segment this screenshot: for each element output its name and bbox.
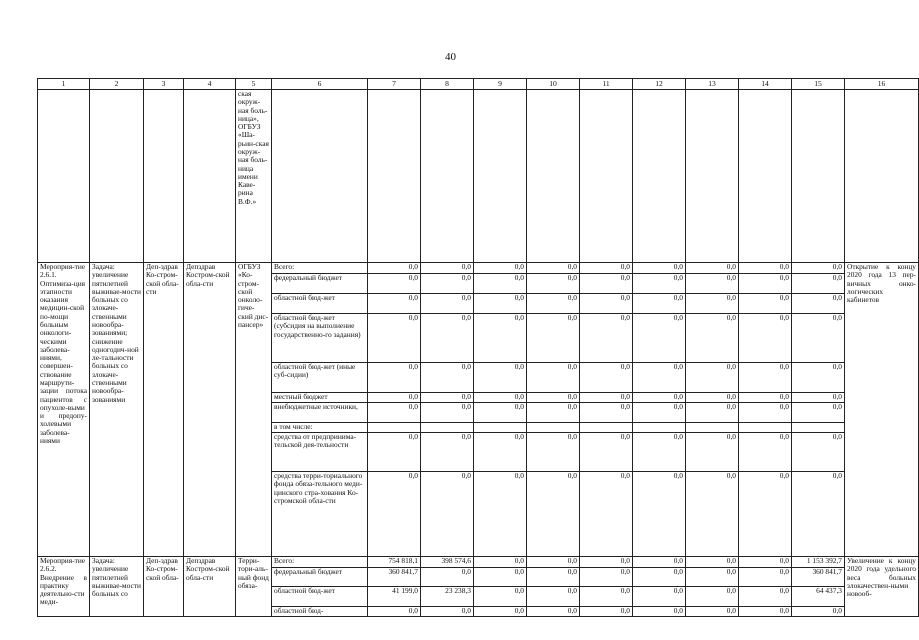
funding-source: средства терри-ториального фонда обяза-тельного меди-цинского стра-хования Ко-стромской обла-сти [272, 472, 368, 557]
funding-value: 0,0 [474, 433, 527, 472]
funding-value: 0,0 [792, 393, 845, 403]
funding-value: 0,0 [527, 472, 580, 557]
funding-value: 0,0 [686, 393, 739, 403]
funding-value: 0,0 [633, 403, 686, 423]
funding-value: 754 818,1 [368, 557, 421, 568]
funding-value: 0,0 [580, 403, 633, 423]
funding-value [527, 423, 580, 433]
funding-source: федеральный бюджет [272, 274, 368, 294]
funding-value: 0,0 [633, 607, 686, 617]
funding-value: 0,0 [580, 393, 633, 403]
funding-value: 0,0 [739, 607, 792, 617]
task-cell: Задача: увеличение пятилетней выживае-мости больных со злокаче-ственными новообра-зованиями; снижение одногодич-ной ле-тальности больных со злокаче-ственными новообра-зованиями [90, 263, 144, 557]
funding-value: 0,0 [368, 294, 421, 314]
funding-value: 0,0 [368, 274, 421, 294]
funding-value [421, 423, 474, 433]
funding-value: 1 153 392,7 [792, 557, 845, 568]
funding-value: 0,0 [368, 433, 421, 472]
task-cell: Задача: увеличение пятилетней выживае-мости больных со [90, 557, 144, 617]
funding-value: 0,0 [633, 314, 686, 363]
funding-value: 0,0 [527, 403, 580, 423]
header-cell-7: 7 [368, 79, 421, 90]
funding-value: 0,0 [474, 557, 527, 568]
funding-value: 0,0 [474, 294, 527, 314]
funding-value: 0,0 [633, 274, 686, 294]
header-cell-15: 15 [792, 79, 845, 90]
expected-result-cell: Открытие к концу 2020 года 13 пер-вичных онко-логических кабинетов [845, 263, 919, 557]
funding-value: 0,0 [580, 274, 633, 294]
funding-value: 0,0 [474, 274, 527, 294]
header-cell-16: 16 [845, 79, 919, 90]
budget-table [37, 78, 919, 617]
funding-value: 0,0 [421, 568, 474, 587]
funding-row [38, 263, 919, 274]
executor-cell: Деп-здрав Ко-стром-ской обла- [144, 557, 184, 617]
funding-value: 0,0 [686, 403, 739, 423]
header-cell-6: 6 [272, 79, 368, 90]
funding-value: 0,0 [580, 433, 633, 472]
funding-source: областной бюд-жет (иные суб-сидии) [272, 363, 368, 393]
funding-value: 0,0 [686, 363, 739, 393]
header-cell-14: 14 [739, 79, 792, 90]
carry-over-row [38, 90, 919, 263]
funding-value: 0,0 [686, 314, 739, 363]
funding-value [739, 423, 792, 433]
funding-value: 41 199,0 [368, 587, 421, 607]
funding-source: областной бюд- [272, 607, 368, 617]
funding-value: 0,0 [633, 557, 686, 568]
funding-value: 0,0 [527, 274, 580, 294]
funding-source: местный бюджет [272, 393, 368, 403]
funding-value: 0,0 [368, 607, 421, 617]
funding-value: 0,0 [421, 274, 474, 294]
funding-value: 0,0 [633, 433, 686, 472]
funding-value: 0,0 [421, 294, 474, 314]
funding-value: 0,0 [368, 263, 421, 274]
coexecutor-cell: Депздрав Костром-ской обла-сти [184, 557, 236, 617]
funding-value: 0,0 [739, 433, 792, 472]
funding-value: 0,0 [474, 263, 527, 274]
funding-value: 0,0 [527, 314, 580, 363]
funding-value: 0,0 [633, 363, 686, 393]
funding-value: 0,0 [527, 433, 580, 472]
funding-value: 0,0 [739, 557, 792, 568]
funding-value: 0,0 [792, 472, 845, 557]
funding-value: 0,0 [474, 363, 527, 393]
header-cell-5: 5 [236, 79, 272, 90]
funding-value: 0,0 [686, 568, 739, 587]
funding-value: 0,0 [527, 363, 580, 393]
funding-value: 0,0 [633, 294, 686, 314]
header-cell-1: 1 [38, 79, 90, 90]
funding-source: федеральный бюджет [272, 568, 368, 587]
funding-value: 0,0 [739, 403, 792, 423]
funding-value: 0,0 [792, 363, 845, 393]
funding-value [792, 423, 845, 433]
funding-value: 64 437,3 [792, 587, 845, 607]
funding-value: 0,0 [792, 294, 845, 314]
measure-cell: Мероприя-тие 2.6.2. Внедрение в практику деятельно-сти меди- [38, 557, 90, 617]
funding-value: 0,0 [580, 557, 633, 568]
funding-value: 0,0 [527, 607, 580, 617]
funding-value: 0,0 [474, 472, 527, 557]
funding-value: 0,0 [633, 472, 686, 557]
measure-cell: Мероприя-тие 2.6.1. Оптимиза-ция этапности оказания медицин-ской по-мощи больным онкологи-ческими заболева-ниями, совершен-ствование маршрути-зации потока пациентов с опухоле-выми и предопу-холевыми заболева-ниями [38, 263, 90, 557]
funding-value: 0,0 [421, 314, 474, 363]
header-cell-9: 9 [474, 79, 527, 90]
header-cell-8: 8 [421, 79, 474, 90]
funding-value: 0,0 [686, 263, 739, 274]
funding-value: 0,0 [527, 393, 580, 403]
funding-value [474, 423, 527, 433]
funding-value: 0,0 [527, 587, 580, 607]
funding-value: 0,0 [368, 393, 421, 403]
funding-value: 0,0 [527, 294, 580, 314]
funding-source: областной бюд-жет [272, 294, 368, 314]
funding-value: 0,0 [686, 587, 739, 607]
funding-value: 0,0 [633, 587, 686, 607]
funding-value: 0,0 [421, 363, 474, 393]
funding-value: 0,0 [739, 263, 792, 274]
funding-value: 0,0 [686, 294, 739, 314]
funding-value: 0,0 [686, 472, 739, 557]
funding-value: 360 841,7 [368, 568, 421, 587]
funding-source: средства от предпринима-тельской дея-тельности [272, 433, 368, 472]
funding-value: 0,0 [421, 403, 474, 423]
funding-value: 0,0 [686, 607, 739, 617]
funding-value [686, 423, 739, 433]
funding-value: 0,0 [368, 472, 421, 557]
funding-value: 0,0 [633, 263, 686, 274]
funding-value: 0,0 [580, 314, 633, 363]
funding-value: 0,0 [792, 403, 845, 423]
executor-cell: Деп-здрав Ко-стром-ской обла-сти [144, 263, 184, 557]
funding-source: областной бюд-жет [272, 587, 368, 607]
funding-value: 0,0 [421, 433, 474, 472]
funding-value: 0,0 [739, 587, 792, 607]
funding-source: Всего: [272, 557, 368, 568]
funding-value: 0,0 [368, 314, 421, 363]
institution-cell: ОГБУЗ «Ко-стром-ской онколо-гиче-ский дис-пансер» [236, 263, 272, 557]
funding-value: 0,0 [580, 263, 633, 274]
coexecutor-cell: Депздрав Костром-ской обла-сти [184, 263, 236, 557]
funding-row [38, 557, 919, 568]
funding-value: 0,0 [474, 607, 527, 617]
funding-value: 23 238,3 [421, 587, 474, 607]
funding-value: 0,0 [527, 568, 580, 587]
header-cell-13: 13 [686, 79, 739, 90]
funding-value: 0,0 [739, 568, 792, 587]
funding-value: 0,0 [580, 294, 633, 314]
header-cell-11: 11 [580, 79, 633, 90]
header-cell-12: 12 [633, 79, 686, 90]
funding-value: 0,0 [580, 472, 633, 557]
funding-value: 0,0 [580, 363, 633, 393]
funding-value: 0,0 [421, 607, 474, 617]
funding-value: 0,0 [368, 363, 421, 393]
funding-value: 0,0 [739, 314, 792, 363]
funding-value: 0,0 [792, 607, 845, 617]
funding-value: 0,0 [686, 433, 739, 472]
funding-source: областной бюд-жет (субсидия на выполнение государственно-го задания) [272, 314, 368, 363]
funding-value: 0,0 [474, 393, 527, 403]
funding-value: 0,0 [580, 587, 633, 607]
funding-source: в том числе: [272, 423, 368, 433]
funding-value: 0,0 [792, 314, 845, 363]
funding-value: 0,0 [633, 568, 686, 587]
funding-value [580, 423, 633, 433]
funding-value: 0,0 [474, 568, 527, 587]
funding-value: 0,0 [792, 263, 845, 274]
funding-value: 0,0 [739, 294, 792, 314]
funding-value: 0,0 [474, 403, 527, 423]
funding-value: 0,0 [686, 274, 739, 294]
funding-value: 0,0 [580, 568, 633, 587]
funding-value: 0,0 [421, 263, 474, 274]
funding-value: 398 574,6 [421, 557, 474, 568]
funding-value: 0,0 [633, 393, 686, 403]
funding-value: 0,0 [421, 472, 474, 557]
funding-source: Всего: [272, 263, 368, 274]
funding-value: 0,0 [580, 607, 633, 617]
funding-value: 0,0 [792, 274, 845, 294]
institution-cell: Терри-тори-аль-ный фонд обяза- [236, 557, 272, 617]
page-number: 40 [445, 51, 456, 63]
funding-value: 0,0 [686, 557, 739, 568]
header-cell-10: 10 [527, 79, 580, 90]
funding-value: 0,0 [474, 314, 527, 363]
funding-value [368, 423, 421, 433]
funding-value: 0,0 [739, 274, 792, 294]
funding-value: 360 841,7 [792, 568, 845, 587]
funding-source: внебюджетные источники, [272, 403, 368, 423]
header-cell-4: 4 [184, 79, 236, 90]
funding-value: 0,0 [368, 403, 421, 423]
funding-value: 0,0 [421, 393, 474, 403]
funding-value: 0,0 [739, 472, 792, 557]
carry-col5: ская окруж-ная боль-ница», ОГБУЗ «Ша-рьин-ская окруж-ная боль-ница имени Каве-рина В.Ф.» [236, 90, 272, 263]
funding-value: 0,0 [792, 433, 845, 472]
funding-value [633, 423, 686, 433]
header-row [38, 79, 919, 90]
funding-value: 0,0 [739, 363, 792, 393]
header-cell-2: 2 [90, 79, 144, 90]
funding-value: 0,0 [474, 587, 527, 607]
funding-value: 0,0 [739, 393, 792, 403]
expected-result-cell: Увеличение к концу 2020 года удельного веса больных злокачествен-ными новооб- [845, 557, 919, 617]
header-cell-3: 3 [144, 79, 184, 90]
funding-value: 0,0 [527, 557, 580, 568]
funding-value: 0,0 [527, 263, 580, 274]
